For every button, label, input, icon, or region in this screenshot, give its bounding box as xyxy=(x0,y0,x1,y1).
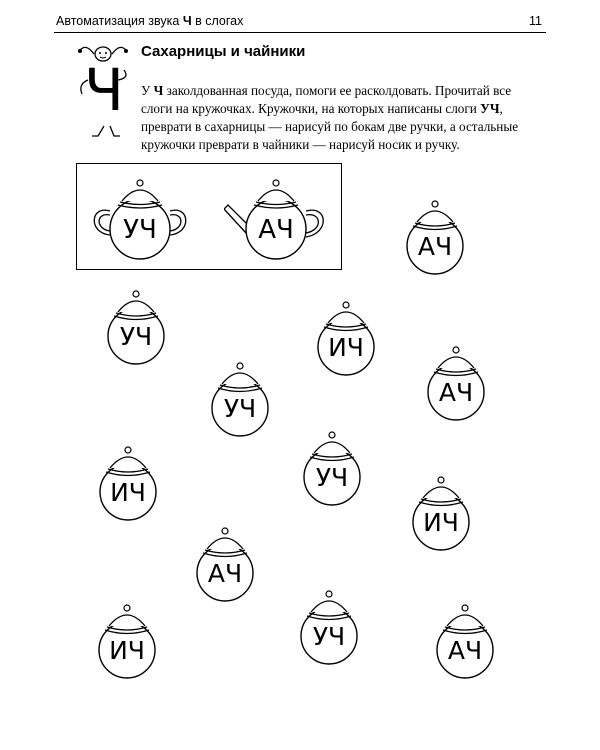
pot-syllable: УЧ xyxy=(312,622,346,651)
pot-syllable: ИЧ xyxy=(328,333,364,362)
instructions-part-3: , преврати в сахарницы — нарисуй по бокам две ручки, а остальные кружочки преврати в чайники — нарисуй носик и ручку. xyxy=(141,101,519,152)
letter-mascot-glyph: Ч xyxy=(84,56,124,124)
instructions-bold-syllable: УЧ xyxy=(480,101,500,116)
pot xyxy=(316,297,376,377)
instructions-part-1: У xyxy=(141,83,154,98)
pot xyxy=(411,472,471,552)
letter-mascot xyxy=(74,40,134,140)
pot-syllable: ИЧ xyxy=(110,478,146,507)
pot xyxy=(426,342,486,422)
pot-syllable: ИЧ xyxy=(423,508,459,537)
header-title xyxy=(56,14,243,28)
header-title-letter: Ч xyxy=(182,14,192,28)
pot xyxy=(299,586,359,666)
pot xyxy=(98,442,158,522)
header-title-suffix: в слогах xyxy=(195,14,244,28)
pot-syllable: АЧ xyxy=(438,378,474,407)
example-teapot-syllable: АЧ xyxy=(258,215,294,245)
instructions xyxy=(141,82,521,154)
pot-syllable: АЧ xyxy=(447,636,483,665)
example-sugar-bowl-syllable: УЧ xyxy=(123,215,157,245)
pot xyxy=(195,523,255,603)
pot xyxy=(435,600,495,680)
page-number: 11 xyxy=(529,14,542,28)
pot-syllable: АЧ xyxy=(207,559,243,588)
pot xyxy=(97,600,157,680)
pot-syllable: УЧ xyxy=(315,463,349,492)
running-header xyxy=(54,10,546,33)
instructions-bold-letter: Ч xyxy=(153,83,164,98)
section-title: Сахарницы и чайники xyxy=(141,43,306,60)
pot xyxy=(405,196,465,276)
instructions-paragraph xyxy=(141,82,521,154)
pot xyxy=(302,427,362,507)
header-title-prefix: Автоматизация звука xyxy=(56,14,180,28)
pot-syllable: АЧ xyxy=(417,232,453,261)
example-sugar-bowl xyxy=(88,175,192,265)
pot-syllable: ИЧ xyxy=(109,636,145,665)
instructions-part-2: заколдованная посуда, помоги ее расколдовать. Прочитай все слоги на кружочках. Кружочки, на которых написаны слоги xyxy=(141,83,512,116)
pot-syllable: УЧ xyxy=(119,322,153,351)
pot xyxy=(106,286,166,366)
pot xyxy=(210,358,270,438)
pot-syllable: УЧ xyxy=(223,394,257,423)
example-teapot xyxy=(224,175,328,265)
